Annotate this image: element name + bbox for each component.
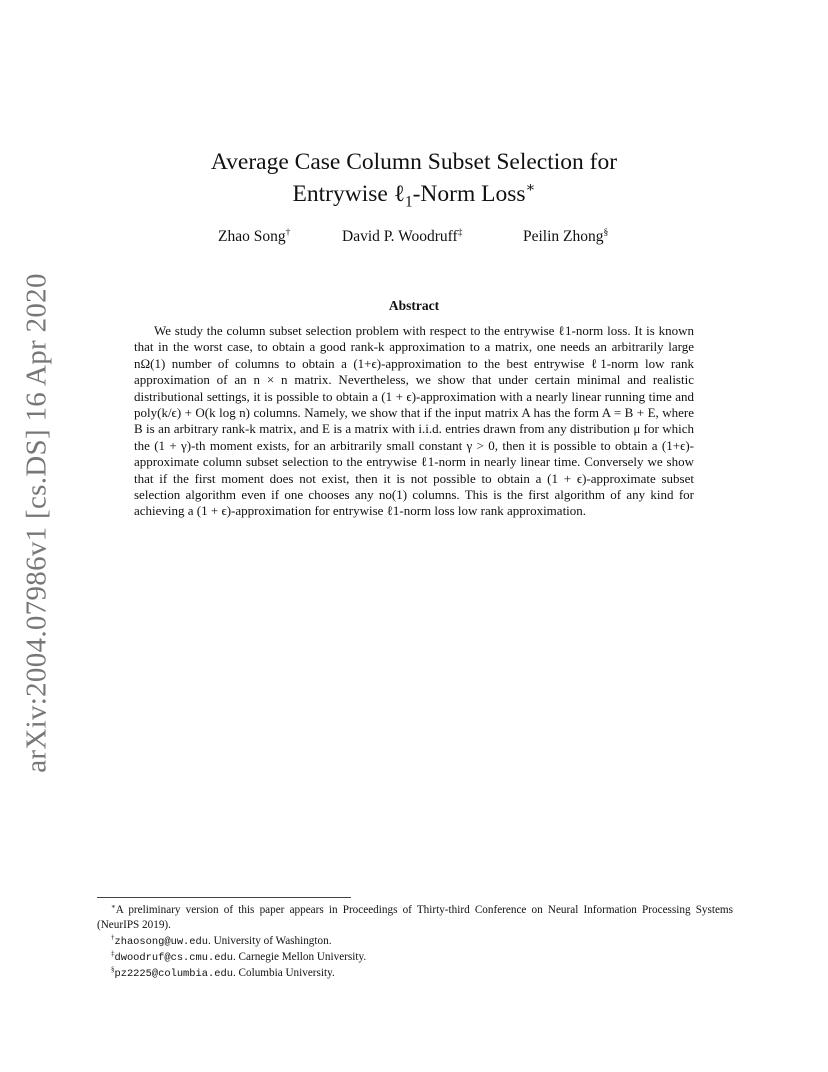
- arxiv-identifier-stamp: arXiv:2004.07986v1 [cs.DS] 16 Apr 2020: [20, 273, 53, 773]
- footnote-zhao-song: †zhaosong@uw.edu. University of Washington.: [111, 932, 332, 948]
- email-zhao-song: zhaosong@uw.edu: [114, 935, 208, 948]
- paper-title: [120, 146, 708, 219]
- title-footnote-mark: ∗: [525, 180, 536, 197]
- title-line-1: Average Case Column Subset Selection for: [210, 149, 618, 175]
- author-peilin-zhong: Peilin Zhong§: [523, 226, 609, 245]
- author-david-woodruff: David P. Woodruff‡: [342, 226, 463, 245]
- email-david-woodruff: dwoodruf@cs.cmu.edu: [114, 951, 233, 964]
- author-zhao-song: Zhao Song†: [218, 226, 291, 245]
- footnote-peilin-zhong: §pz2225@columbia.edu. Columbia University.: [111, 965, 335, 981]
- abstract-heading: Abstract: [388, 298, 440, 313]
- footnote-david-woodruff: ‡dwoodruf@cs.cmu.edu. Carnegie Mellon University.: [111, 949, 367, 964]
- footnotes: [97, 903, 733, 982]
- abstract-body: We study the column subset selection problem with respect to the entrywise ℓ1-norm loss. It is known that in the worst case, to obtain a good rank-k approximation to a matrix, one needs an arbitrarily large nΩ(1) number of columns to obtain a (1+ϵ)-approximation to the best entrywise ℓ1-norm low rank approximation of an n × n matrix. Nevertheless, we show that under certain minimal and realistic distributional settings, it is possible to obtain a (1 + ϵ)-approximation with a nearly linear running time and poly(k/ϵ) + O(k log n) columns. Namely, we show that if the input matrix A has the form A = B + E, where B is an arbitrary rank-k matrix, and E is a matrix with i.i.d. entries drawn from any distribution μ for which the (1 + γ)-th moment exists, for an arbitrarily small constant γ > 0, then it is possible to obtain a (1+ϵ)-approximate column subset selection to the entrywise ℓ1-norm in nearly linear time. Conversely we show that if the first moment does not exist, then it is not possible to obtain a (1 + ϵ)-approximate subset selection algorithm even if one chooses any no(1) columns. This is the first algorithm of any kind for achieving a (1 + ϵ)-approximation for entrywise ℓ1-norm loss low rank approximation.: [134, 323, 694, 519]
- title-line-2: Entrywise ℓ$_1$-Norm Loss∗: [292, 180, 536, 211]
- footnote-divider: [97, 897, 351, 898]
- footnote-preliminary-version: ∗A preliminary version of this paper appears in Proceedings of Thirty-third Conference on Neural Information Processing Systems (NeurIPS 2019).: [97, 902, 733, 932]
- email-peilin-zhong: pz2225@columbia.edu: [114, 968, 233, 981]
